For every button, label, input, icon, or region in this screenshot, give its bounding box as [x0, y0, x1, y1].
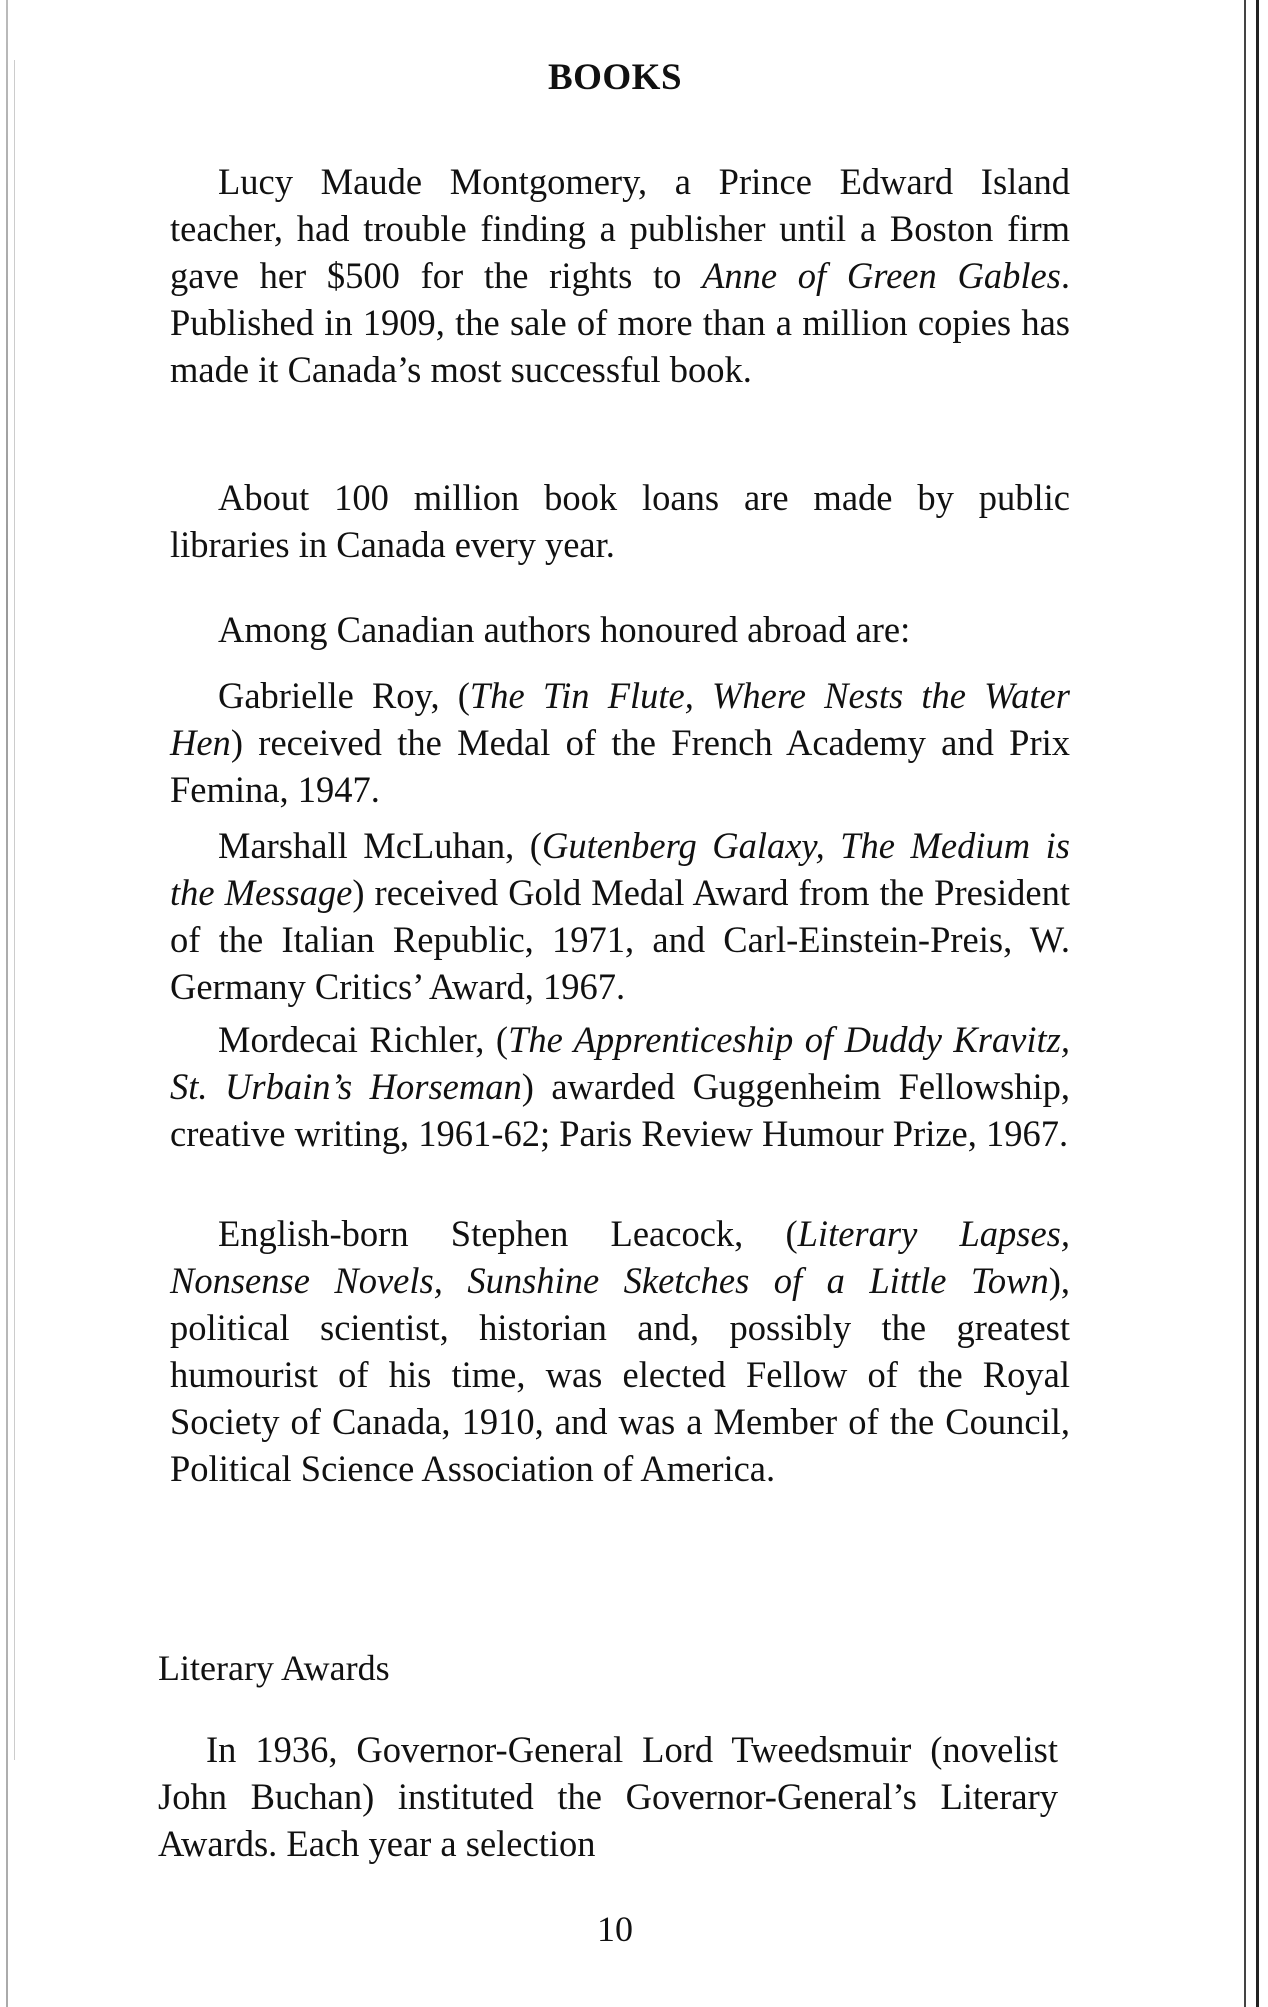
paragraph-text: Marshall McLuhan, ( [218, 825, 542, 866]
page-number: 10 [597, 1909, 633, 1949]
paragraph-authors-intro: Among Canadian authors honoured abroad are: [218, 609, 911, 650]
paragraph-text: Gabrielle Roy, ( [218, 675, 470, 716]
paragraph-mcluhan [170, 822, 1070, 1010]
book-title: Gutenberg Galaxy, The Medium is the Message [170, 825, 1070, 913]
scan-edge-left [6, 0, 8, 2007]
paragraph-text: ) received Gold Medal Award from the President of the Italian Republic, 1971, and Carl-Einstein-Preis, W. Germany Critics’ Award, 1967. [170, 872, 1071, 1007]
book-title: Literary Lapses, Nonsense Novels, Sunshine Sketches of a Little Town [170, 1213, 1070, 1301]
paragraph-roy [170, 672, 1070, 813]
paragraph-montgomery [170, 158, 1070, 393]
book-page [150, 0, 1080, 2007]
paragraph-text: . Published in 1909, the sale of more than a million copies has made it Canada’s most successful book. [170, 255, 1070, 390]
scan-edge-left-faint [14, 60, 15, 1760]
scan-edge-right [1244, 0, 1246, 2007]
paragraph-text: English-born Stephen Leacock, ( [218, 1213, 798, 1254]
paragraph-text: ) received the Medal of the French Academy and Prix Femina, 1947. [170, 722, 1070, 810]
book-title: The Apprenticeship of Duddy Kravitz, St. Urbain’s Horseman [170, 1019, 1070, 1107]
paragraph-text: Lucy Maude Montgomery, a Prince Edward Island teacher, had trouble finding a publisher until a Boston firm gave her $500 for the rights to [170, 161, 1070, 296]
paragraph-text: ) awarded Guggenheim Fellowship, creative writing, 1961-62; Paris Review Humour Prize, 1967. [170, 1066, 1070, 1154]
paragraph-leacock [170, 1210, 1070, 1492]
paragraph-awards: In 1936, Governor-General Lord Tweedsmuir (novelist John Buchan) instituted the Governor-General’s Literary Awards. Each year a selection [158, 1729, 1058, 1864]
paragraph-library-loans: About 100 million book loans are made by public libraries in Canada every year. [170, 477, 1070, 565]
paragraph-text: ), political scientist, historian and, possibly the greatest humourist of his time, was elected Fellow of the Royal Society of Canada, 1910, and was a Member of the Council, Political Science Association of America. [170, 1260, 1070, 1489]
book-title: The Tin Flute, Where Nests the Water Hen [170, 675, 1070, 763]
page-title: BOOKS [547, 57, 683, 98]
book-title: Anne of Green Gables [702, 255, 1061, 296]
section-heading: Literary Awards [158, 1648, 390, 1688]
paragraph-richler [170, 1016, 1070, 1157]
scan-edge-right-binding [1256, 0, 1259, 2007]
paragraph-text: Mordecai Richler, ( [218, 1019, 509, 1060]
